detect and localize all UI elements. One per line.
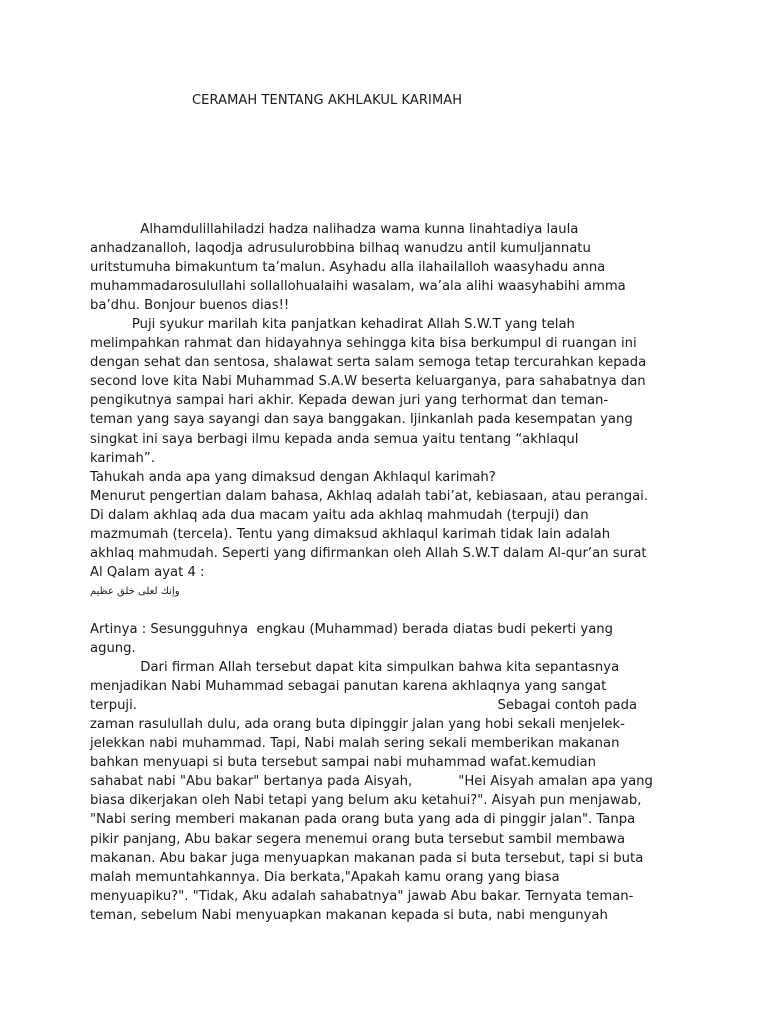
text-line: biasa dikerjakan oleh Nabi tetapi yang belum aku ketahui?". Aisyah pun menjawab, [90,793,642,809]
document-body [90,220,690,925]
text-line: bahkan menyuapi si buta tersebut sampai nabi muhammad wafat.kemudian [90,755,596,771]
text-line: makanan. Abu bakar juga menyuapkan makanan pada si buta tersebut, tapi si buta [90,850,644,866]
text-line: akhlaq mahmudah. Seperti yang difirmankan oleh Allah S.W.T dalam Al-qur’an surat [90,545,647,561]
text-line: Al Qalam ayat 4 : [90,564,205,580]
text-line: pengikutnya sampai hari akhir. Kepada dewan juri yang terhormat dan teman- [90,393,609,409]
text-line: "Nabi sering memberi makanan pada orang buta yang ada di pinggir jalan". Tanpa [90,812,636,828]
text-line: dengan sehat dan sentosa, shalawat serta salam semoga tetap tercurahkan kepada [90,355,647,371]
text-line: muhammadarosulullahi sollallohualaihi wasalam, wa’ala alihi waasyhabihi amma [90,279,626,295]
text-line: Alhamdulillahiladzi hadza nalihadza wama kunna linahtadiya laula [90,222,579,237]
text-line: karimah”. [90,450,155,466]
text-line: Artinya : Sesungguhnya engkau (Muhammad) berada diatas budi pekerti yang [90,621,614,637]
text-line: Di dalam akhlaq ada dua macam yaitu ada akhlaq mahmudah (terpuji) dan [90,507,589,523]
text-line: malah memuntahkannya. Dia berkata,"Apakah kamu orang yang biasa [90,869,560,885]
text-line: Menurut pengertian dalam bahasa, Akhlaq adalah tabi’at, kebiasaan, atau perangai. [90,488,649,504]
text-line: anhadzanalloh, laqodja adrusulurobbina bilhaq wanudzu antil kumuljannatu [90,241,591,257]
text-line: teman, sebelum Nabi menyuapkan makanan kepada si buta, nabi mengunyah [90,907,608,923]
text-line: وإنك لعلى خلق عظيم [90,585,180,597]
text-line: singkat ini saya berbagi ilmu kepada anda semua yaitu tentang “akhlaqul [90,431,579,447]
text-line: Tahukah anda apa yang dimaksud dengan Akhlaqul karimah? [90,469,496,485]
text-line: menyuapiku?". "Tidak, Aku adalah sahabatnya" jawab Abu bakar. Ternyata teman- [90,888,634,904]
text-line [90,601,690,620]
text-line: second love kita Nabi Muhammad S.A.W beserta keluarganya, para sahabatnya dan [90,374,646,390]
text-line: terpuji. Sebagai contoh pada [90,698,638,714]
text-line: menjadikan Nabi Muhammad sebagai panutan karena akhlaqnya yang sangat [90,679,607,695]
text-line: ba’dhu. Bonjour buenos dias!! [90,298,290,314]
text-line: Puji syukur marilah kita panjatkan kehadirat Allah S.W.T yang telah [90,317,575,333]
text-line: teman yang saya sayangi dan saya banggakan. Ijinkanlah pada kesempatan yang [90,412,633,428]
text-line: sahabat nabi "Abu bakar" bertanya pada Aisyah, "Hei Aisyah amalan apa yang [90,774,653,790]
text-line: melimpahkan rahmat dan hidayahnya sehingga kita bisa berkumpul di ruangan ini [90,336,637,352]
text-line: pikir panjang, Abu bakar segera menemui orang buta tersebut sambil membawa [90,831,626,847]
text-line: uritstumuha bimakuntum ta’malun. Asyhadu alla ilahailalloh waasyhadu anna [90,260,606,276]
text-line: mazmumah (tercela). Tentu yang dimaksud akhlaqul karimah tidak lain adalah [90,526,611,542]
text-line: zaman rasulullah dulu, ada orang buta dipinggir jalan yang hobi sekali menjelek- [90,717,625,733]
text-line: agung. [90,641,136,657]
text-line: jelekkan nabi muhammad. Tapi, Nabi malah sering sekali memberikan makanan [90,736,620,752]
text-line: Dari firman Allah tersebut dapat kita simpulkan bahwa kita sepantasnya [90,660,620,676]
document-title: CERAMAH TENTANG AKHLAKUL KARIMAH [192,93,463,108]
